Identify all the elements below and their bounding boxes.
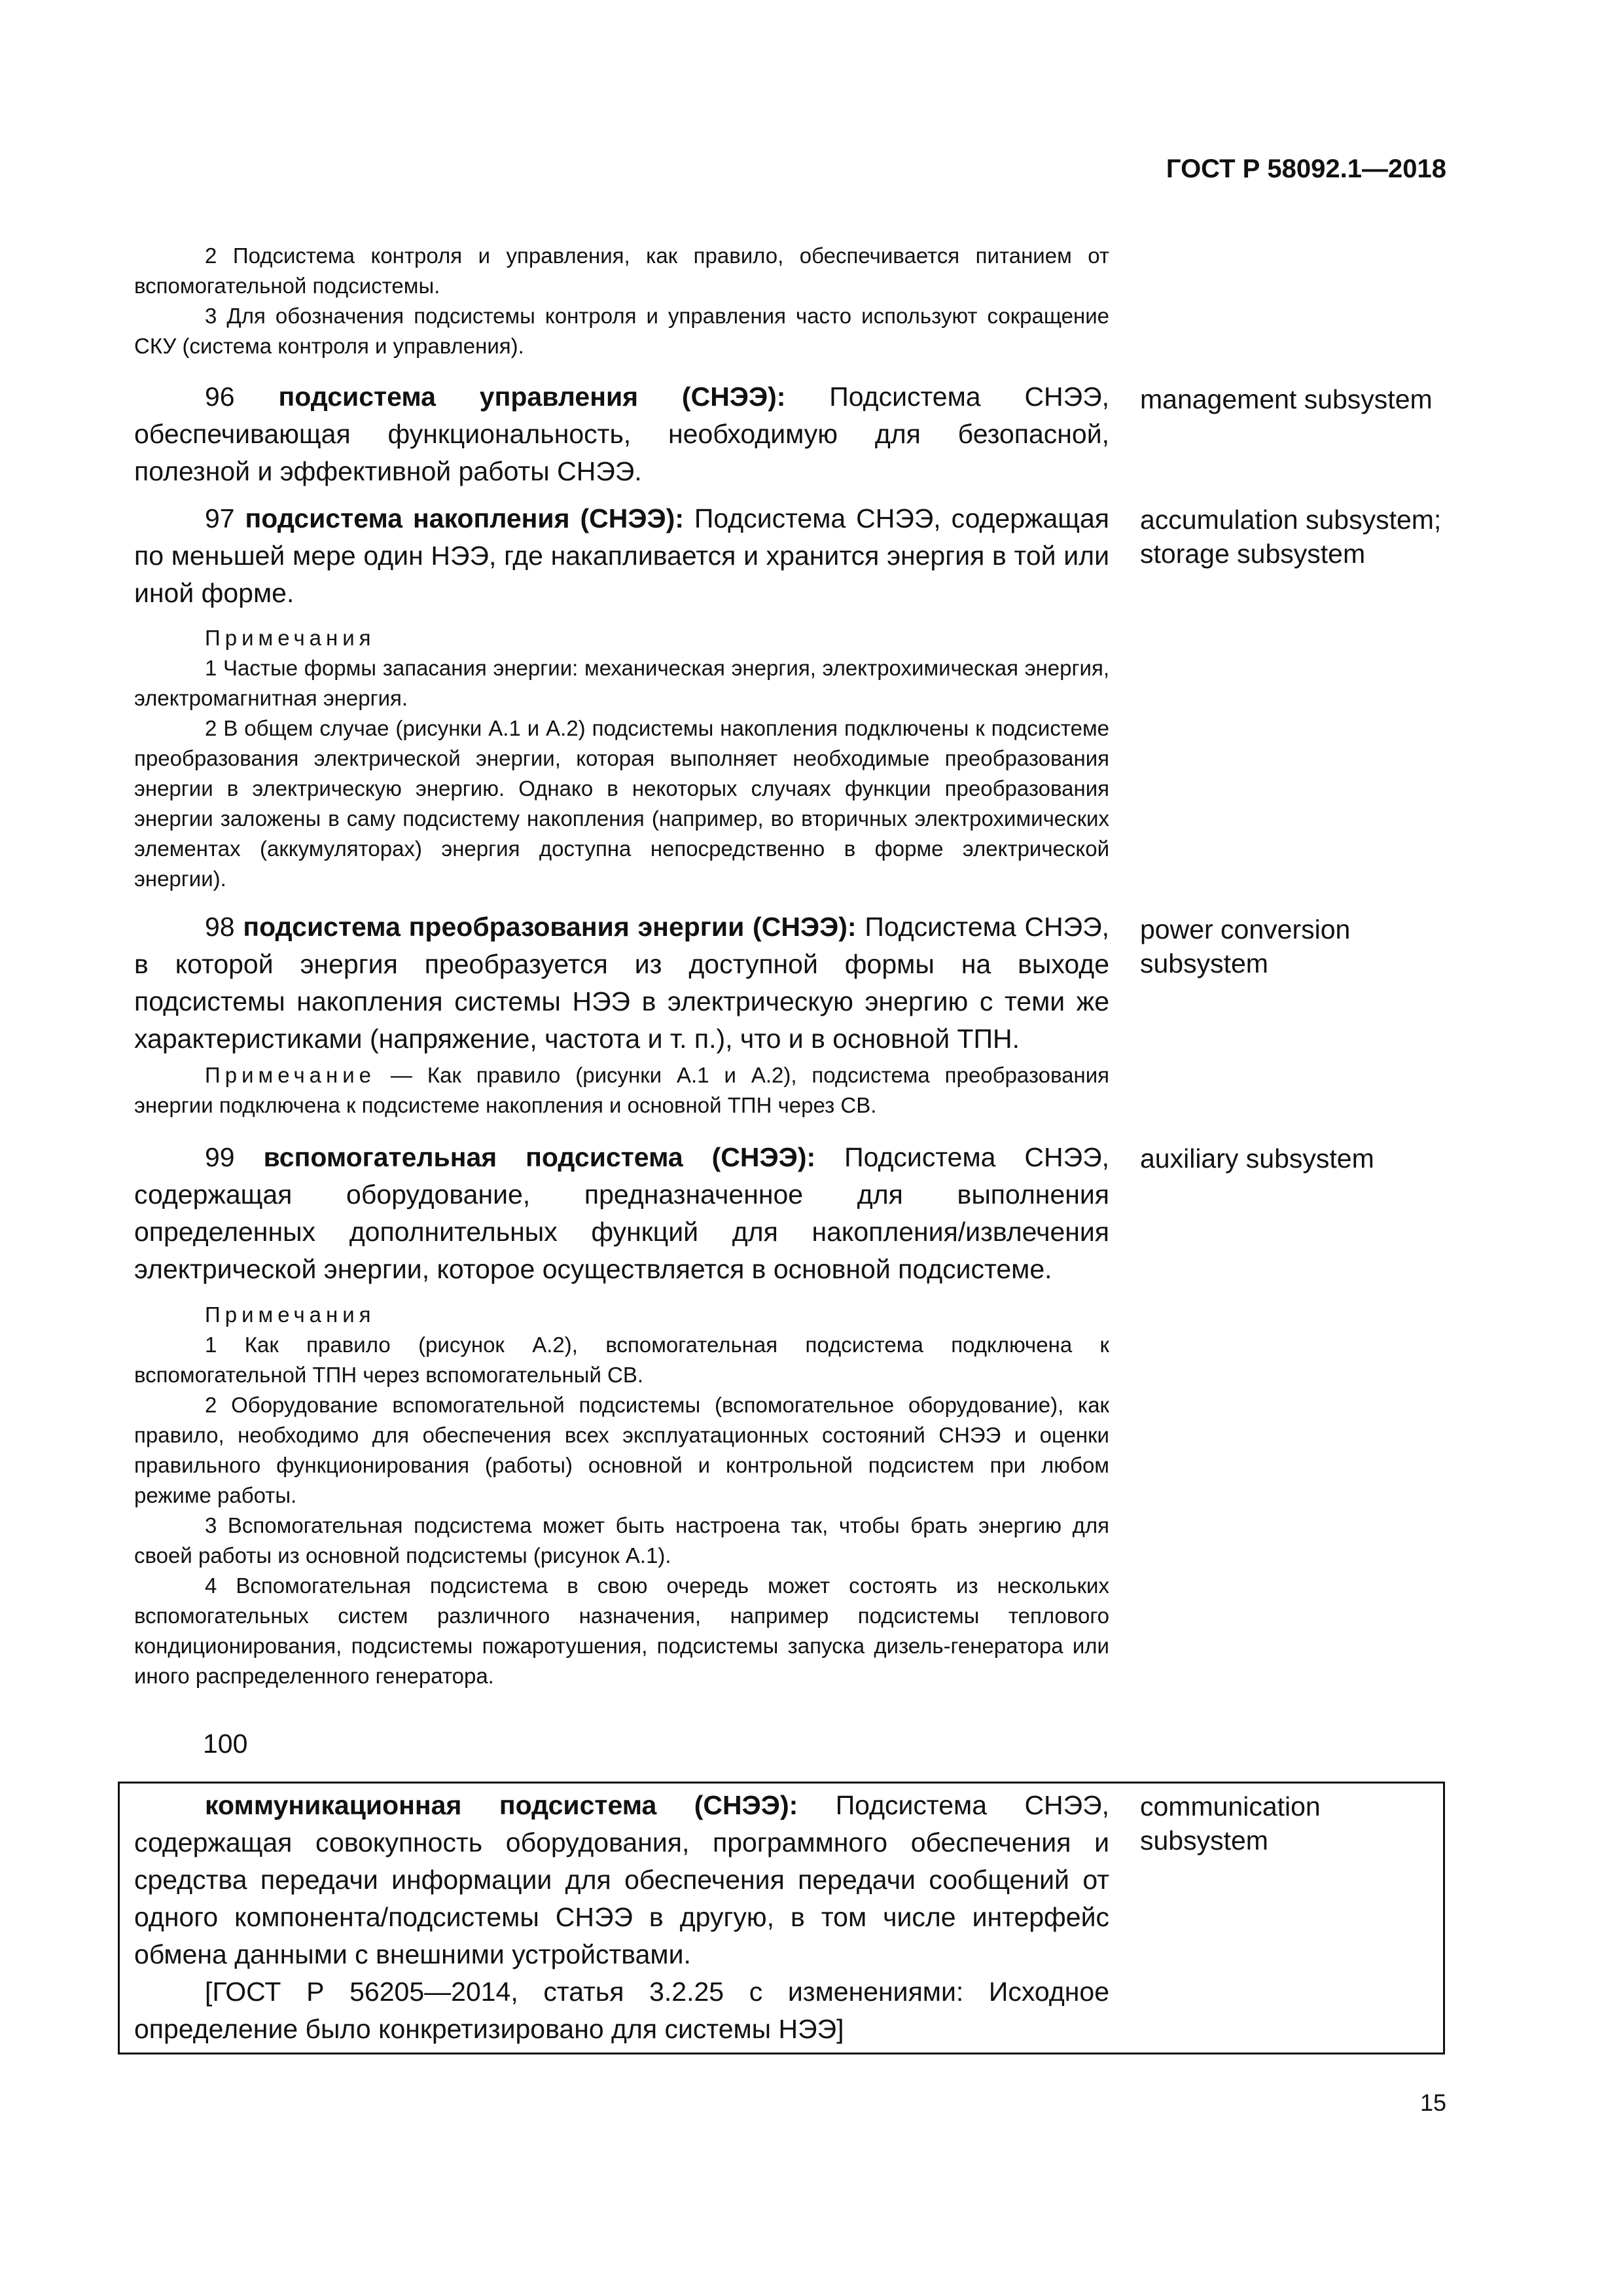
term-number-100: 100 xyxy=(203,1729,248,1759)
english-term-99: auxiliary subsystem xyxy=(1140,1143,1374,1174)
term-definition: Подсистема СНЭЭ, содержащая совокупность оборудования, программного обеспечения и средства передачи информации для обеспечения передачи сообщений от одного компонента/подсистемы СНЭЭ в другую, в том числе интерфейс обмена данными с внешними устройствами. xyxy=(134,1790,1109,1969)
note-text: — Как правило (рисунки А.1 и А.2), подсистема преобразования энергии подключена к подсистеме накопления и основной ТПН через СВ. xyxy=(134,1063,1109,1117)
term-number: 97 xyxy=(205,503,235,533)
term-number: 99 xyxy=(205,1142,235,1172)
term-name: вспомогательная подсистема (СНЭЭ): xyxy=(263,1142,816,1172)
english-term-97 xyxy=(1140,503,1448,571)
term-name: подсистема преобразования энергии (СНЭЭ): xyxy=(243,912,857,942)
notes-99 xyxy=(134,1300,1109,1691)
english-term-100: communication subsystem xyxy=(1140,1791,1321,1856)
note-99-4: 4 Вспомогательная подсистема в свою очередь может состоять из нескольких вспомогательных систем различного назначения, например подсистемы теплового кондиционирования, подсистемы пожаротушения, подсистемы запуска дизель-генератора или иного распределенного генератора. xyxy=(134,1573,1109,1688)
english-term-98: power conversion subsystem xyxy=(1140,914,1351,978)
term-entry-97 xyxy=(134,500,1109,612)
previous-note-2: 2 Подсистема контроля и управления, как правило, обеспечивается питанием от вспомогательной подсистемы. xyxy=(134,243,1109,298)
note-99-3: 3 Вспомогательная подсистема может быть настроена так, чтобы брать энергию для своей работы из основной подсистемы (рисунок А.1). xyxy=(134,1513,1109,1568)
note-98 xyxy=(134,1060,1109,1121)
page-number: 15 xyxy=(1419,2089,1446,2116)
term-definition: Подсистема СНЭЭ, содержащая по меньшей мере один НЭЭ, где накапливается и хранится энергия в той или иной форме. xyxy=(134,503,1109,608)
term-definition: Подсистема СНЭЭ, содержащая оборудование, предназначенное для выполнения определенных дополнительных функций для накопления/извлечения электрической энергии, которое осуществляется в основной подсистеме. xyxy=(134,1142,1109,1284)
term-number: 96 xyxy=(205,382,235,412)
note-99-1: 1 Как правило (рисунок А.2), вспомогательная подсистема подключена к вспомогательной ТПН через вспомогательный СВ. xyxy=(134,1333,1109,1387)
notes-heading: Примечания xyxy=(205,1302,376,1327)
note-97-2: 2 В общем случае (рисунки А.1 и А.2) подсистемы накопления подключены к подсистеме преобразования электрической энергии, которая выполняет необходимые преобразования энергии в электрическую энергию. Однако в некоторых случаях функции преобразования энергии заложены в саму подсистему накопления (например, во вторичных электрохимических элементах (аккумуляторах) энергия доступна непосредственно в форме электрической энергии). xyxy=(134,716,1109,891)
english-term-96: management subsystem xyxy=(1140,384,1433,414)
term-source: [ГОСТ Р 56205—2014, статья 3.2.25 с изменениями: Исходное определение было конкретизировано для системы НЭЭ] xyxy=(134,1977,1109,2044)
note-97-1: 1 Частые формы запасания энергии: механическая энергия, электрохимическая энергия, электромагнитная энергия. xyxy=(134,656,1109,710)
notes-97 xyxy=(134,623,1109,894)
term-definition: Подсистема СНЭЭ, обеспечивающая функциональность, необходимую для безопасной, полезной и эффективной работы СНЭЭ. xyxy=(134,382,1109,486)
note-99-2: 2 Оборудование вспомогательной подсистемы (вспомогательное оборудование), как правило, необходимо для обеспечения всех эксплуатационных состояний СНЭЭ и оценки правильного функционирования (работы) основной и контрольной подсистем при любом режиме работы. xyxy=(134,1393,1109,1507)
term-entry-100 xyxy=(134,1787,1109,2048)
term-name: подсистема накопления (СНЭЭ): xyxy=(245,503,684,533)
previous-entry-notes xyxy=(134,241,1109,361)
term-number: 98 xyxy=(205,912,235,942)
english-term-97-line-1: accumulation subsystem; xyxy=(1140,505,1442,535)
notes-heading: Примечания xyxy=(205,626,376,650)
document-code: ГОСТ Р 58092.1—2018 xyxy=(1166,154,1446,183)
term-entry-96 xyxy=(134,378,1109,490)
english-term-97-line-2: storage subsystem xyxy=(1140,539,1366,569)
term-definition: Подсистема СНЭЭ, в которой энергия преобразуется из доступной формы на выходе подсистемы накопления системы НЭЭ в электрическую энергию с теми же характеристиками (напряжение, частота и т. п.), что и в основной ТПН. xyxy=(134,912,1109,1054)
term-entry-99 xyxy=(134,1139,1109,1288)
term-name: коммуникационная подсистема (СНЭЭ): xyxy=(205,1790,798,1820)
note-heading: Примечание xyxy=(205,1063,376,1087)
term-name: подсистема управления (СНЭЭ): xyxy=(278,382,786,412)
term-entry-98 xyxy=(134,908,1109,1058)
previous-note-3: 3 Для обозначения подсистемы контроля и управления часто используют сокращение СКУ (система контроля и управления). xyxy=(134,304,1109,358)
